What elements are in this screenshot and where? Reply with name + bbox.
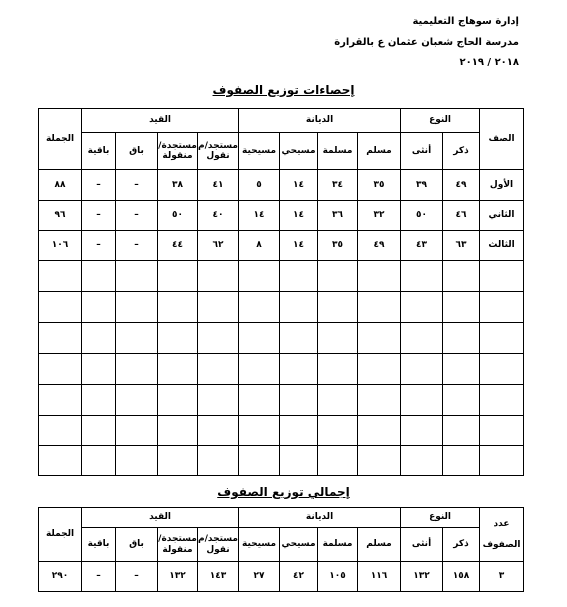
empty-cell: [443, 323, 480, 354]
empty-cell: [318, 446, 358, 476]
table-cell: ٤٦: [443, 201, 480, 231]
table-cell: ١٤: [280, 170, 318, 201]
empty-row: [39, 292, 524, 323]
table-cell: ٥٠: [401, 201, 443, 231]
col-header-religion: الديانة: [239, 508, 401, 528]
table-cell: –: [82, 170, 116, 201]
empty-cell: [158, 292, 198, 323]
empty-cell: [280, 446, 318, 476]
empty-row: [39, 261, 524, 292]
row-total: ١٠٦: [39, 231, 82, 261]
col-header-class-count: [480, 508, 524, 562]
empty-cell: [401, 261, 443, 292]
empty-cell: [239, 261, 280, 292]
col-header-gender: النوع: [401, 109, 480, 133]
subheader-cell: مستجدة/ منقولة: [158, 528, 198, 562]
table-cell: ٤٩: [443, 170, 480, 201]
empty-cell: [480, 323, 524, 354]
empty-cell: [401, 446, 443, 476]
col-header-enrollment: القيد: [82, 109, 239, 133]
subheader-cell: مسلمة: [318, 133, 358, 170]
summary-cell: ١٣٢: [158, 562, 198, 592]
empty-cell: [358, 416, 401, 446]
empty-cell: [39, 385, 82, 416]
table-cell: ٤١: [198, 170, 239, 201]
subheader-cell: مسيحي: [280, 528, 318, 562]
class-distribution-table: [38, 108, 524, 476]
empty-row: [39, 416, 524, 446]
empty-cell: [318, 292, 358, 323]
class-count-value: ٣: [480, 562, 524, 592]
subheader-cell: ذكر: [443, 133, 480, 170]
empty-cell: [318, 354, 358, 385]
empty-cell: [480, 261, 524, 292]
subheader-cell: باق: [116, 528, 158, 562]
empty-cell: [480, 354, 524, 385]
empty-cell: [39, 292, 82, 323]
subheader-cell: مسيحية: [239, 133, 280, 170]
empty-cell: [198, 261, 239, 292]
empty-cell: [443, 385, 480, 416]
empty-cell: [82, 323, 116, 354]
summary-cell: ١٣٢: [401, 562, 443, 592]
class-count-line1: عدد: [493, 518, 510, 529]
empty-cell: [198, 323, 239, 354]
academic-year: ٢٠١٨ / ٢٠١٩: [459, 57, 519, 68]
subheader-cell: مستجدة/ منقولة: [158, 133, 198, 170]
empty-cell: [158, 416, 198, 446]
empty-cell: [116, 323, 158, 354]
empty-cell: [480, 292, 524, 323]
empty-cell: [280, 385, 318, 416]
subheader-cell: مستجد/م نقول: [198, 133, 239, 170]
empty-cell: [401, 292, 443, 323]
subheader-cell: مسلمة: [318, 528, 358, 562]
empty-cell: [443, 261, 480, 292]
subheader-cell: باق: [116, 133, 158, 170]
table1-title: إحصاءات توزيع الصفوف: [212, 83, 355, 97]
empty-cell: [39, 416, 82, 446]
table-cell: ٣٥: [358, 170, 401, 201]
empty-cell: [280, 416, 318, 446]
table-cell: ٦٢: [198, 231, 239, 261]
empty-cell: [239, 446, 280, 476]
empty-cell: [158, 385, 198, 416]
empty-row: [39, 446, 524, 476]
empty-cell: [198, 416, 239, 446]
empty-cell: [480, 385, 524, 416]
summary-cell: ٤٢: [280, 562, 318, 592]
table-cell: ١٤: [280, 201, 318, 231]
empty-cell: [401, 385, 443, 416]
col-header-total: الجملة: [39, 508, 82, 562]
row-total: ٩٦: [39, 201, 82, 231]
empty-cell: [280, 354, 318, 385]
table-cell: ٣٩: [401, 170, 443, 201]
empty-cell: [116, 354, 158, 385]
table-cell: ٨: [239, 231, 280, 261]
row-label: الأول: [480, 170, 524, 201]
empty-cell: [239, 354, 280, 385]
subheader-cell: مستجد/م نقول: [198, 528, 239, 562]
empty-cell: [39, 446, 82, 476]
summary-cell: ١٠٥: [318, 562, 358, 592]
table-cell: ٣٢: [358, 201, 401, 231]
empty-cell: [318, 385, 358, 416]
empty-cell: [39, 354, 82, 385]
empty-cell: [280, 261, 318, 292]
table-cell: –: [82, 231, 116, 261]
subheader-cell: أنثى: [401, 133, 443, 170]
empty-cell: [318, 416, 358, 446]
table-cell: ٦٣: [443, 231, 480, 261]
table-cell: ٤٣: [401, 231, 443, 261]
empty-cell: [318, 323, 358, 354]
directorate-name: إدارة سوهاج التعليمية: [412, 16, 519, 27]
table-row: [39, 170, 524, 201]
empty-cell: [82, 416, 116, 446]
table-cell: –: [116, 170, 158, 201]
empty-cell: [401, 416, 443, 446]
subheader-cell: مسيحي: [280, 133, 318, 170]
empty-row: [39, 385, 524, 416]
empty-cell: [358, 385, 401, 416]
table-cell: ٤٠: [198, 201, 239, 231]
table-cell: ٤٤: [158, 231, 198, 261]
table-cell: –: [82, 201, 116, 231]
empty-cell: [158, 323, 198, 354]
summary-cell: ١١٦: [358, 562, 401, 592]
col-header-class: الصف: [480, 109, 524, 170]
empty-cell: [158, 261, 198, 292]
empty-cell: [82, 385, 116, 416]
subheader-cell: ذكر: [443, 528, 480, 562]
summary-cell: ١٥٨: [443, 562, 480, 592]
school-name: مدرسة الحاج شعبان عثمان ع بالقرارة: [334, 37, 519, 48]
subheader-cell: مسلم: [358, 133, 401, 170]
table-cell: ١٤: [239, 201, 280, 231]
empty-cell: [116, 292, 158, 323]
empty-cell: [198, 446, 239, 476]
summary-cell: ٢٧: [239, 562, 280, 592]
table-row: [39, 231, 524, 261]
table-cell: ٣٥: [318, 231, 358, 261]
subheader-cell: مسلم: [358, 528, 401, 562]
empty-cell: [82, 446, 116, 476]
empty-cell: [318, 261, 358, 292]
empty-cell: [82, 292, 116, 323]
col-header-enrollment: القيد: [82, 508, 239, 528]
empty-cell: [480, 416, 524, 446]
summary-cell: ١٤٣: [198, 562, 239, 592]
summary-table: [38, 507, 524, 592]
empty-cell: [280, 292, 318, 323]
empty-cell: [239, 416, 280, 446]
summary-cell: –: [82, 562, 116, 592]
subheader-cell: أنثى: [401, 528, 443, 562]
empty-cell: [82, 261, 116, 292]
empty-cell: [239, 292, 280, 323]
col-header-religion: الديانة: [239, 109, 401, 133]
empty-cell: [401, 323, 443, 354]
empty-cell: [443, 416, 480, 446]
col-header-total: الجملة: [39, 109, 82, 170]
table-cell: ٣٦: [318, 201, 358, 231]
empty-cell: [443, 292, 480, 323]
empty-cell: [358, 261, 401, 292]
col-header-gender: النوع: [401, 508, 480, 528]
empty-cell: [198, 354, 239, 385]
row-label: الثالث: [480, 231, 524, 261]
empty-cell: [116, 446, 158, 476]
empty-cell: [116, 261, 158, 292]
empty-cell: [116, 385, 158, 416]
table-cell: ٥٠: [158, 201, 198, 231]
empty-cell: [239, 323, 280, 354]
row-label: الثاني: [480, 201, 524, 231]
summary-cell: –: [116, 562, 158, 592]
empty-cell: [401, 354, 443, 385]
subheader-cell: باقية: [82, 528, 116, 562]
table-cell: ٣٨: [158, 170, 198, 201]
class-count-line2: الصفوف: [482, 539, 521, 550]
empty-cell: [158, 446, 198, 476]
table-cell: ٥: [239, 170, 280, 201]
empty-cell: [358, 354, 401, 385]
empty-row: [39, 354, 524, 385]
empty-cell: [480, 446, 524, 476]
empty-cell: [443, 354, 480, 385]
subheader-cell: مسيحية: [239, 528, 280, 562]
empty-row: [39, 323, 524, 354]
empty-cell: [39, 323, 82, 354]
grand-total-value: ٢٩٠: [39, 562, 82, 592]
table-cell: –: [116, 231, 158, 261]
empty-cell: [239, 385, 280, 416]
empty-cell: [358, 446, 401, 476]
row-total: ٨٨: [39, 170, 82, 201]
empty-cell: [116, 416, 158, 446]
empty-cell: [358, 323, 401, 354]
subheader-cell: باقية: [82, 133, 116, 170]
empty-cell: [198, 385, 239, 416]
table-cell: ٤٩: [358, 231, 401, 261]
summary-row: [39, 562, 524, 592]
table-cell: ١٤: [280, 231, 318, 261]
table-cell: ٣٤: [318, 170, 358, 201]
table-row: [39, 201, 524, 231]
empty-cell: [82, 354, 116, 385]
table2-title: إجمالي توزيع الصفوف: [217, 485, 350, 499]
empty-cell: [158, 354, 198, 385]
empty-cell: [198, 292, 239, 323]
table-cell: –: [116, 201, 158, 231]
empty-cell: [443, 446, 480, 476]
empty-cell: [358, 292, 401, 323]
empty-cell: [280, 323, 318, 354]
empty-cell: [39, 261, 82, 292]
